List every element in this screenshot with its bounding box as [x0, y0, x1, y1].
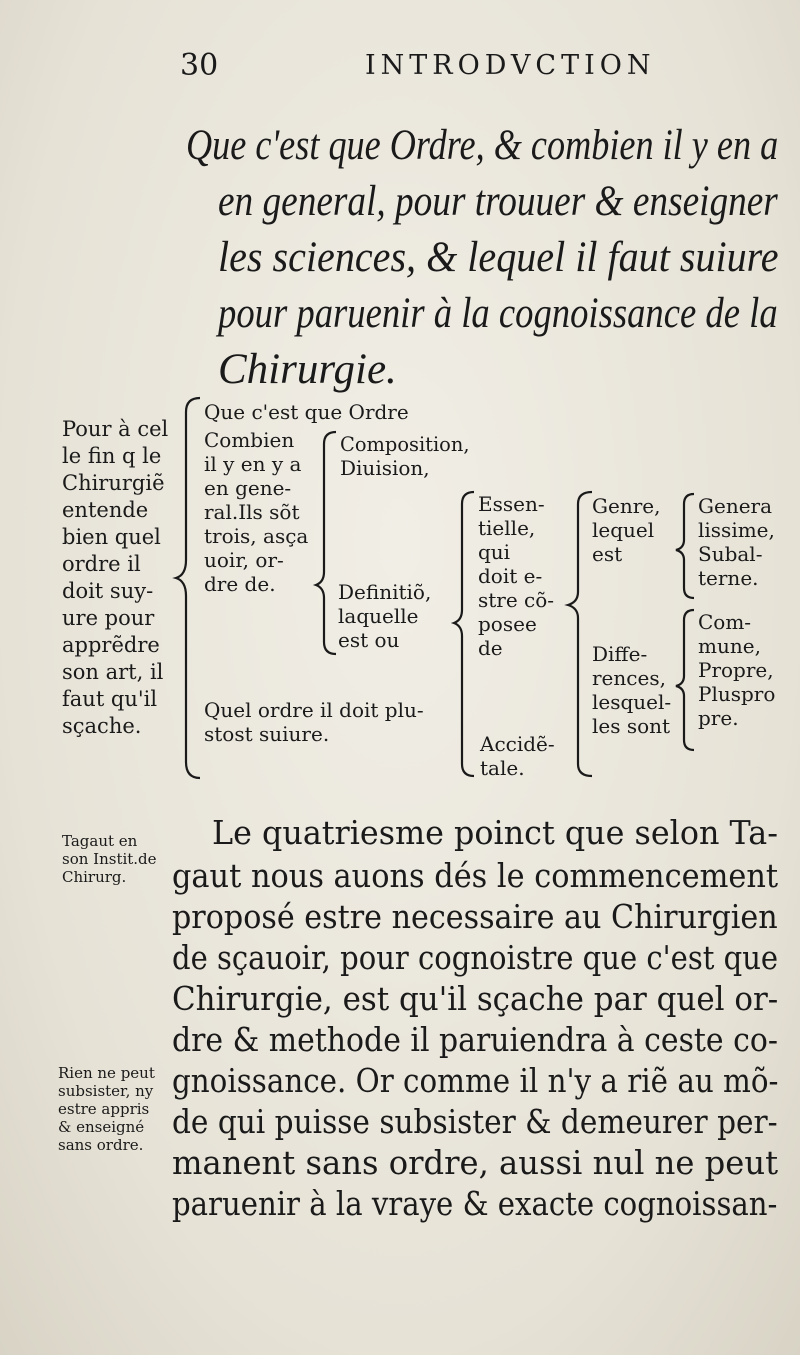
margin-line: faut qu'il: [62, 687, 158, 711]
table-cell: Composition,: [340, 432, 470, 456]
table-cell: lissime,: [698, 518, 775, 542]
margin-line: Chirurgiẽ: [62, 471, 165, 495]
margin-line: ure pour: [62, 606, 155, 630]
table-cell: posee: [478, 612, 537, 636]
table-cell: Diuision,: [340, 456, 430, 480]
table-col5-top: [698, 494, 775, 590]
table-cell: trois, asça: [204, 524, 309, 548]
body-line: gaut nous auons dés le commencement: [172, 856, 779, 895]
table-cell: lesquel-: [592, 690, 672, 714]
title-line: pour paruenir à la cognoissance de la: [218, 290, 778, 337]
table-col2-top: [340, 432, 474, 480]
table-cell: Propre,: [698, 658, 774, 682]
table-col3-bottom: [480, 732, 555, 780]
table-cell: Subal-: [698, 542, 763, 566]
margin-note-tagaut: [62, 832, 157, 886]
table-cell: stre cõ-: [478, 588, 555, 612]
body-line: Le quatriesme poinct que selon Ta-: [212, 813, 778, 852]
table-cell: tale.: [480, 756, 525, 780]
body-line: Chirurgie, est qu'il sçache par quel or-: [172, 979, 779, 1018]
margin-line: le fin q le: [62, 444, 162, 468]
table-cell: en gene-: [204, 476, 292, 500]
table-col4-top: [592, 494, 660, 566]
table-col3-top: [478, 492, 554, 660]
table-col1-top: Que c'est que Ordre: [204, 400, 409, 424]
table-cell: les sont: [592, 714, 671, 738]
margin-line: sans ordre.: [58, 1136, 144, 1154]
margin-line: bien quel: [62, 525, 161, 549]
table-cell: Accidẽ-: [480, 732, 555, 756]
body-line: de sçauoir, pour cognoistre que c'est que: [172, 938, 779, 977]
brace-col3: [454, 492, 474, 776]
brace-col2: [316, 432, 336, 654]
table-cell: est: [592, 542, 623, 566]
table-cell: Definitiõ,: [338, 580, 432, 604]
table-cell: de: [478, 636, 503, 660]
body-line: dre & methode il paruiendra à ceste co-: [172, 1020, 778, 1059]
table-col1-bottom: [204, 698, 424, 746]
table-cell: uoir, or-: [204, 548, 284, 572]
margin-line: & enseigné: [58, 1118, 145, 1136]
table-cell: ral.Ils sõt: [204, 500, 300, 524]
table-col2-mid: [338, 580, 431, 652]
margin-line: Chirurg.: [62, 868, 127, 886]
table-cell: il y en y a: [204, 452, 302, 476]
title-line: Chirurgie.: [218, 346, 397, 393]
table-cell: Pluspro: [698, 682, 776, 706]
title-line: Que c'est que Ordre, & combien il y en a: [186, 122, 779, 169]
table-cell: doit e-: [478, 564, 543, 588]
table-cell: tielle,: [478, 516, 536, 540]
margin-line: ordre il: [62, 552, 141, 576]
table-cell: Combien: [204, 428, 295, 452]
margin-line: entende: [62, 498, 149, 522]
table-cell: Diffe-: [592, 642, 648, 666]
table-cell: lequel: [592, 518, 655, 542]
body-line: proposé estre necessaire au Chirurgien: [172, 897, 778, 936]
margin-line: Rien ne peut: [58, 1064, 155, 1082]
table-col4-bottom: [592, 642, 671, 738]
margin-line: Pour à cel: [62, 417, 169, 441]
table-cell: laquelle: [338, 604, 419, 628]
table-cell: qui: [478, 540, 511, 564]
margin-note-ordre: [58, 1064, 155, 1154]
brace-col5-top: [676, 494, 694, 598]
margin-line: Tagaut en: [62, 832, 138, 850]
margin-line: apprẽdre: [62, 633, 160, 657]
table-cell: Essen-: [478, 492, 545, 516]
table-cell: terne.: [698, 566, 759, 590]
brace-col5-bottom: [676, 610, 694, 750]
table-cell: rences,: [592, 666, 666, 690]
margin-line: son Instit.de: [62, 850, 157, 868]
table-cell: Genera: [698, 494, 773, 518]
table-cell: pre.: [698, 706, 739, 730]
margin-line: subsister, ny: [58, 1082, 154, 1100]
body-line: gnoissance. Or comme il n'y a riẽ au mõ-: [172, 1061, 779, 1100]
running-title: INTRODVCTION: [365, 50, 656, 81]
table-cell: est ou: [338, 628, 400, 652]
brace-main: [176, 398, 200, 778]
brace-col4: [568, 492, 592, 776]
margin-line: sçache.: [62, 714, 142, 738]
margin-line: son art, il: [62, 660, 164, 684]
margin-line: doit suy-: [62, 579, 154, 603]
table-col5-bottom: [698, 610, 775, 730]
title-line: les sciences, & lequel il faut suiure: [218, 234, 779, 281]
body-line: de qui puisse subsister & demeurer per-: [172, 1102, 778, 1141]
title-line: en general, pour trouuer & enseigner: [218, 178, 778, 225]
table-cell: stost suiure.: [204, 722, 330, 746]
table-cell: Com-: [698, 610, 752, 634]
table-cell: Genre,: [592, 494, 661, 518]
table-cell: Quel ordre il doit plu-: [204, 698, 424, 722]
table-cell: mune,: [698, 634, 761, 658]
margin-line: estre appris: [58, 1100, 150, 1118]
body-line: manent sans ordre, aussi nul ne peut: [172, 1143, 779, 1182]
table-col1-mid: [204, 428, 308, 596]
page-number: 30: [180, 48, 219, 83]
table-cell: dre de.: [204, 572, 276, 596]
body-line: paruenir à la vraye & exacte cognoissan-: [172, 1184, 778, 1223]
